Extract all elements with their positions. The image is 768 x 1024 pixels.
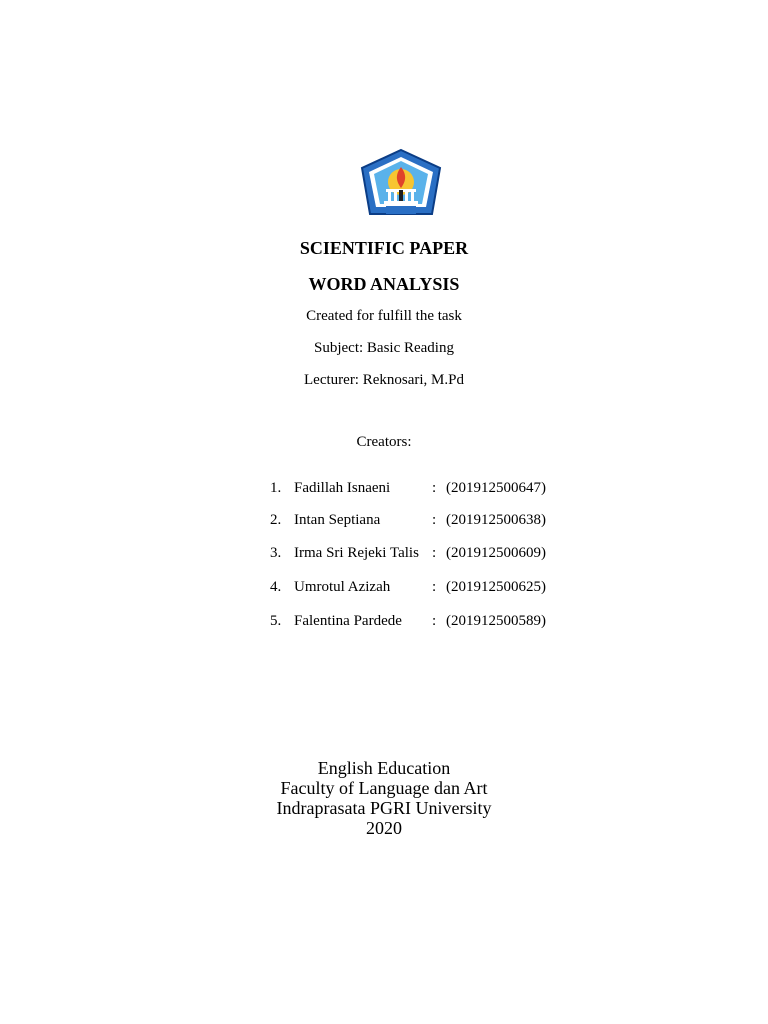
subject-line: Subject: Basic Reading <box>314 340 454 356</box>
creator-number: 2. <box>270 512 282 528</box>
creator-name: Falentina Pardede <box>294 613 402 629</box>
purpose-line: Created for fulfill the task <box>306 308 462 324</box>
faculty-line: Faculty of Language dan Art <box>280 778 488 798</box>
creator-separator: : <box>432 480 437 496</box>
paper-title-line-2: WORD ANALYSIS <box>308 274 460 294</box>
creator-id: (201912500625) <box>446 579 546 595</box>
creator-number: 5. <box>270 613 282 629</box>
creator-name: Intan Septiana <box>294 512 381 528</box>
creator-separator: : <box>432 613 437 629</box>
creator-id: (201912500589) <box>446 613 546 629</box>
creator-name: Umrotul Azizah <box>294 579 391 595</box>
creator-separator: : <box>432 579 437 595</box>
department-line: English Education <box>317 758 451 778</box>
creator-number: 4. <box>270 579 282 595</box>
creators-heading: Creators: <box>356 434 412 450</box>
university-line: Indraprasata PGRI University <box>276 798 492 818</box>
creator-separator: : <box>432 545 437 561</box>
creator-separator: : <box>432 512 437 528</box>
creator-id: (201912500638) <box>446 512 546 528</box>
paper-title-line-1: SCIENTIFIC PAPER <box>299 238 469 258</box>
creator-name: Irma Sri Rejeki Talis <box>294 545 419 561</box>
university-logo <box>356 148 446 224</box>
year-line: 2020 <box>366 818 402 838</box>
creator-id: (201912500647) <box>446 480 546 496</box>
creator-name: Fadillah Isnaeni <box>294 480 391 496</box>
creator-number: 3. <box>270 545 282 561</box>
creator-id: (201912500609) <box>446 545 546 561</box>
lecturer-line: Lecturer: Reknosari, M.Pd <box>304 372 464 388</box>
creator-number: 1. <box>270 480 282 496</box>
